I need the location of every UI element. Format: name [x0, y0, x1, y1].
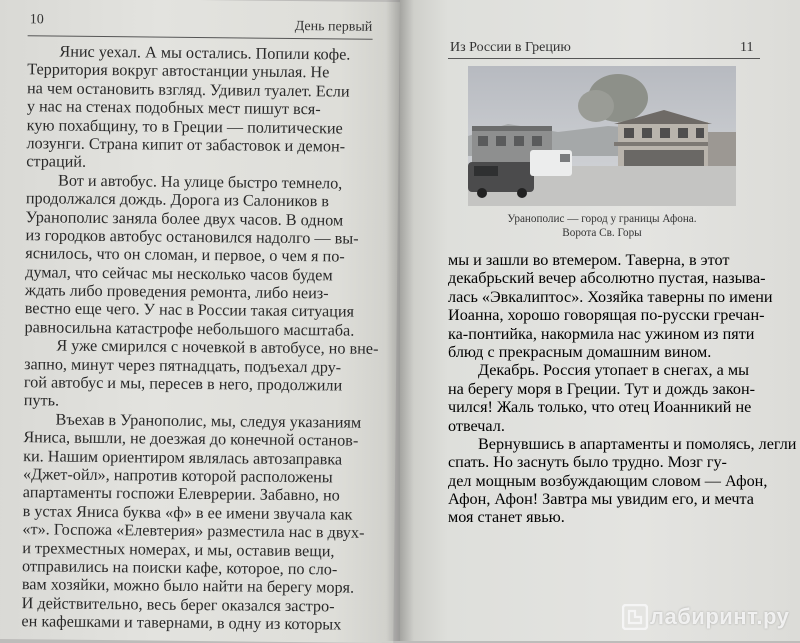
right-line: лась «Эвкалиптос». Хозяйка таверны по имени — [448, 287, 773, 306]
left-line: запно, минут через пятнадцать, подъехал дру- — [24, 354, 342, 377]
left-line: вестно еще чего. У нас в России такая ситуация — [24, 299, 355, 322]
street-scene-illustration — [468, 66, 736, 206]
book-gutter — [386, 0, 414, 641]
right-line: дел мощным возбуждающим словом — Афон, — [448, 471, 768, 490]
right-line: моя станет явью. — [448, 508, 565, 527]
left-line: Я уже смирился с ночевкой в автобусе, но вне- — [56, 336, 379, 359]
left-line: ен кафешками и тавернами, в одну из которых — [21, 612, 342, 634]
left-line: на чем остановить взгляд. Удивил туалет. Если — [26, 78, 350, 101]
right-line: декабрьский вечер абсолютно пустая, называ- — [448, 269, 766, 288]
left-line: в устах Яниса буква «ф» в ее имени звучала как — [22, 501, 353, 524]
left-line: Вот и автобус. На улице быстро темнело, — [58, 171, 343, 193]
left-line: «Джет-ойл», напротив которой расположены — [22, 465, 333, 487]
left-body-text — [21, 42, 379, 634]
left-line: «т». Госпожа «Елевтерия» разместила нас в двух- — [22, 520, 365, 542]
right-line: чился! Жаль только, что отец Иоанникий не — [448, 398, 752, 417]
left-line: и трехместных номерах, и мы, оставив вещи, — [22, 538, 335, 560]
photo-caption — [460, 212, 744, 240]
right-body-text — [448, 251, 797, 527]
watermark-text: лабиринт.ру — [650, 604, 790, 629]
left-line: равносильна катастрофе небольшого масштаба. — [24, 318, 355, 340]
right-line: ка-понтийка, накормила нас ужином из пяти — [448, 324, 755, 343]
right-line: Декабрь. Россия утопает в снегах, а мы — [478, 361, 749, 380]
left-line: Янис уехал. А мы остались. Попили кофе. — [59, 42, 351, 64]
labirint-logo-icon — [622, 604, 648, 630]
left-line: лозунги. Страна кипит от забастовок и демон- — [26, 134, 346, 156]
right-page-number: 11 — [740, 40, 754, 55]
left-line: отправились на поиски кафе, которое, по сло- — [21, 557, 338, 579]
left-line: Территория вокруг автостанции унылая. Не — [27, 60, 330, 82]
right-line: отвечал. — [448, 416, 505, 435]
left-line: вам хозяйки, можно было найти на берегу моря. — [21, 575, 355, 597]
caption-line: Уранополис — город у границы Афона. — [507, 213, 697, 225]
right-line: спать. Но заснуть было трудно. Мозг гу- — [448, 453, 727, 472]
left-line: думал, что сейчас мы несколько часов будем — [25, 262, 333, 285]
right-header-rule — [448, 58, 760, 59]
left-line: И действительно, весь берег оказался застро- — [21, 593, 335, 616]
left-line: апартаменты госпожи Елеврерии. Забавно, но — [22, 483, 340, 505]
left-line: страций. — [26, 152, 87, 172]
left-running-title: День первый — [294, 18, 373, 35]
left-line: у нас на стенах подобных мест пишут вся- — [26, 97, 321, 119]
left-line: Уранополис заняла более двух часов. В одном — [25, 207, 344, 230]
left-line: путь. — [23, 391, 60, 410]
right-running-title: Из России в Грецию — [450, 40, 571, 55]
right-line: мы и зашли во втемером. Таверна, в этот — [448, 251, 730, 269]
left-line: кую похабщину, то в Греции — политические — [26, 115, 343, 138]
left-header-rule — [28, 35, 373, 40]
right-line: Вернувшись в апартаменты и помолясь, легли — [478, 434, 797, 453]
left-page-number: 10 — [29, 12, 44, 28]
left-line: продолжался дождь. Дорога из Салоников в — [25, 189, 330, 211]
left-line: яснилось, что он сломан, и первое, о чем я по- — [25, 244, 345, 266]
right-line: блюд с прекрасным домашним вином. — [448, 342, 712, 361]
uranopolis-photo — [468, 66, 736, 206]
left-line: Яниса, вышли, не доезжая до конечной останов- — [23, 428, 359, 450]
left-line: Въехав в Уранополис, мы, следуя указаниям — [55, 410, 362, 432]
left-line: ждать либо проведения ремонта, либо неиз- — [24, 281, 329, 303]
left-line: гой автобус и мы, пересев в него, продолжили — [23, 373, 343, 395]
right-line: Афон, Афон! Завтра мы увидим его, и мечта — [448, 490, 754, 509]
left-line: ки. Нашим ориентиром являлась автозаправка — [23, 446, 343, 469]
left-line: из городков автобус остановился надолго — вы- — [25, 226, 359, 248]
right-line: Иоанна, хорошо говорящая по-русски гречан- — [448, 306, 765, 325]
right-line: на берегу моря в Греции. Тут и дождь закон- — [448, 379, 756, 398]
caption-line: Ворота Св. Горы — [562, 227, 642, 239]
